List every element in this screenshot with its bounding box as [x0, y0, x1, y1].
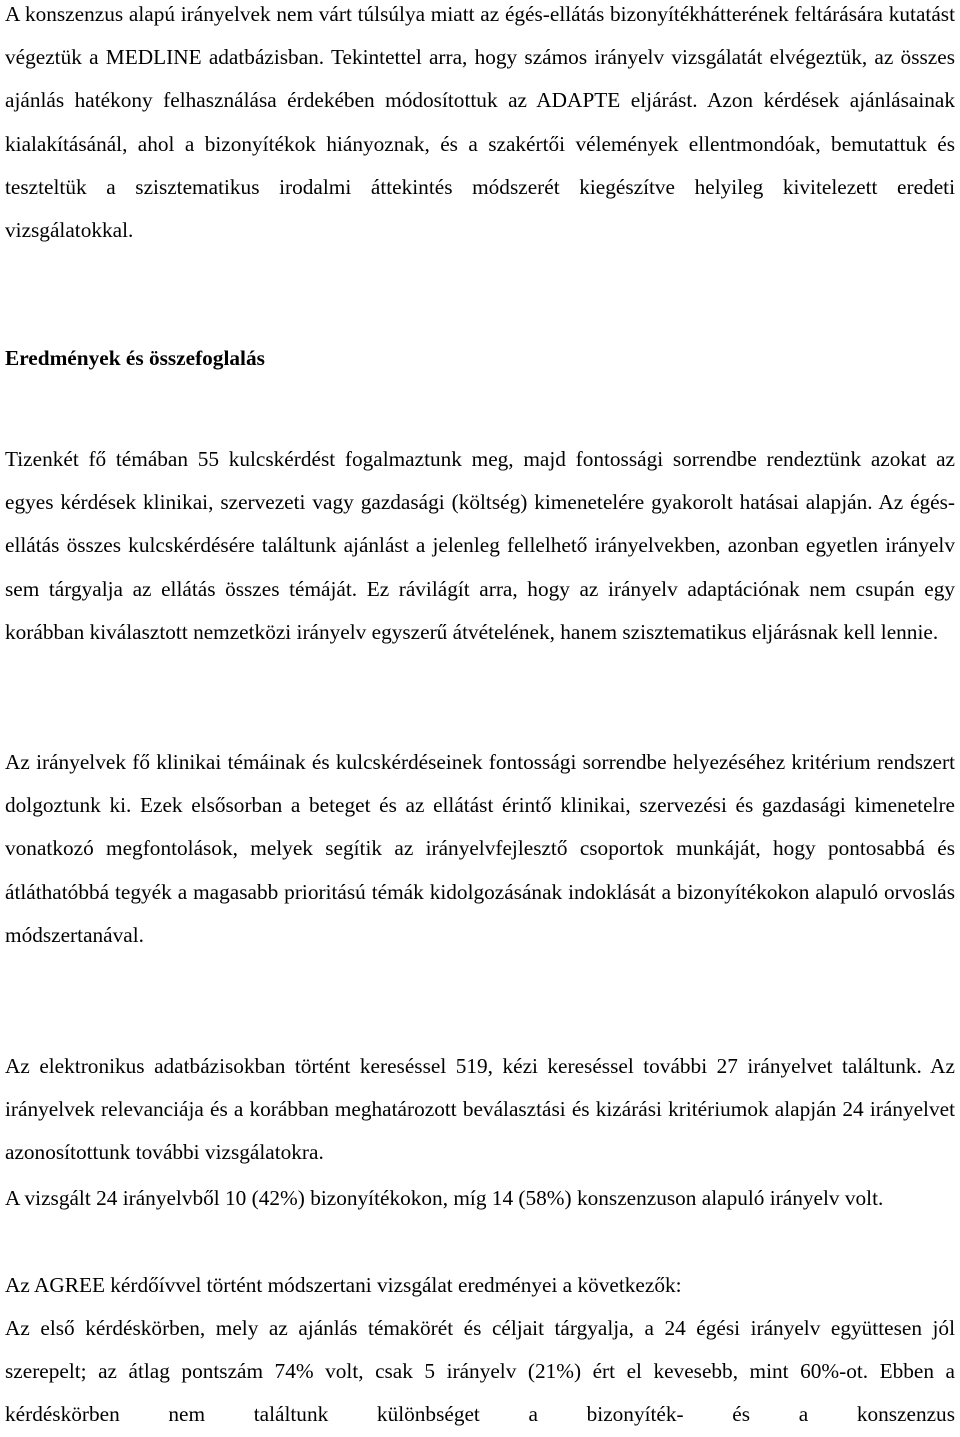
intro-methods-paragraph	[5, 0, 955, 252]
systematic-review-sentence: Azon kérdések ajánlásainak kialakításánál, ahol a bizonyítékok hiányoznak, és a szakértői vélemények ellentmondóak, bemutattuk és teszteltük a szisztematikus irodalmi áttekintés módszerét kiegészítve helyileg kivitelezett eredeti vizsgálatokkal.	[5, 88, 955, 243]
adaptation-sentence: Ez rávilágít arra, hogy az irányelv adaptációnak nem csupán egy korábban kiválasztott nemzetközi irányelv egyszerű átvételének, hanem szisztematikus eljárásnak kell lennie.	[5, 576, 955, 644]
agree-intro-paragraph: Az AGREE kérdőívvel történt módszertani vizsgálat eredményei a következők:	[5, 1273, 682, 1297]
recommendations-found-sentence: Az égés-ellátás összes kulcskérdésére találtunk ajánlást a jelenleg fellelhető irányelvekben, azonban egyetlen irányelv sem tárgyalja az ellátás összes témáját.	[5, 490, 956, 601]
first-domain-difference-sentence: Ebben a kérdéskörben nem találtunk különbséget a bizonyíték- és a konszenzus	[5, 1359, 955, 1427]
search-count-sentence: Az elektronikus adatbázisokban történt kereséssel 519, kézi kereséssel további 27 irányelvet találtunk.	[5, 1054, 922, 1078]
search-results-paragraph	[5, 1045, 955, 1175]
adapte-sentence: Tekintettel arra, hogy számos irányelv vizsgálatát elvégeztük, az összes ajánlás hatékony felhasználása érdekében módosítottuk az ADAPTE eljárást.	[5, 45, 955, 113]
selection-sentence: Az irányelvek relevanciája és a korábban meghatározott beválasztási és kizárási kritériumok alapján 24 irányelvet azonosítottunk további vizsgálatokra.	[5, 1054, 955, 1165]
evidence-consensus-paragraph: A vizsgált 24 irányelvből 10 (42%) bizonyítékokon, míg 14 (58%) konszenzuson alapuló irányelv volt.	[5, 1186, 884, 1210]
first-domain-score-sentence: Az első kérdéskörben, mely az ajánlás témakörét és céljait tárgyalja, a 24 égési irányelv együttesen jól szerepelt; az átlag pontszám 74% volt, csak 5 irányelv (21%) ért el kevesebb, mint 60%-ot.	[5, 1316, 955, 1384]
medline-sentence: A konszenzus alapú irányelvek nem várt túlsúlya miatt az égés-ellátás bizonyítékhátterének feltárására kutatást végeztük a MEDLINE adatbázisban.	[5, 2, 955, 70]
results-heading: Eredmények és összefoglalás	[5, 346, 265, 370]
key-questions-paragraph	[5, 438, 955, 654]
first-domain-paragraph	[5, 1307, 955, 1437]
criteria-paragraph	[5, 741, 955, 957]
criteria-sentence: Az irányelvek fő klinikai témáinak és kulcskérdéseinek fontossági sorrendbe helyezéséhez kritérium rendszert dolgoztunk ki.	[5, 750, 955, 818]
key-questions-sentence: Tizenkét fő témában 55 kulcskérdést fogalmaztunk meg, majd fontossági sorrendbe rendeztünk azokat az egyes kérdések klinikai, szervezeti vagy gazdasági (költség) kimenetelére gyakorolt hatásai alapján.	[5, 447, 955, 515]
considerations-sentence: Ezek elsősorban a beteget és az ellátást érintő klinikai, szervezési és gazdasági kimenetelre vonatkozó megfontolások, melyek segítik az irányelvfejlesztő csoportok munkáját, hogy pontosabbá és átláthatóbbá tegyék a magasabb prioritású témák kidolgozásának indoklását a bizonyítékokon alapuló orvoslás módszertanával.	[5, 793, 955, 947]
